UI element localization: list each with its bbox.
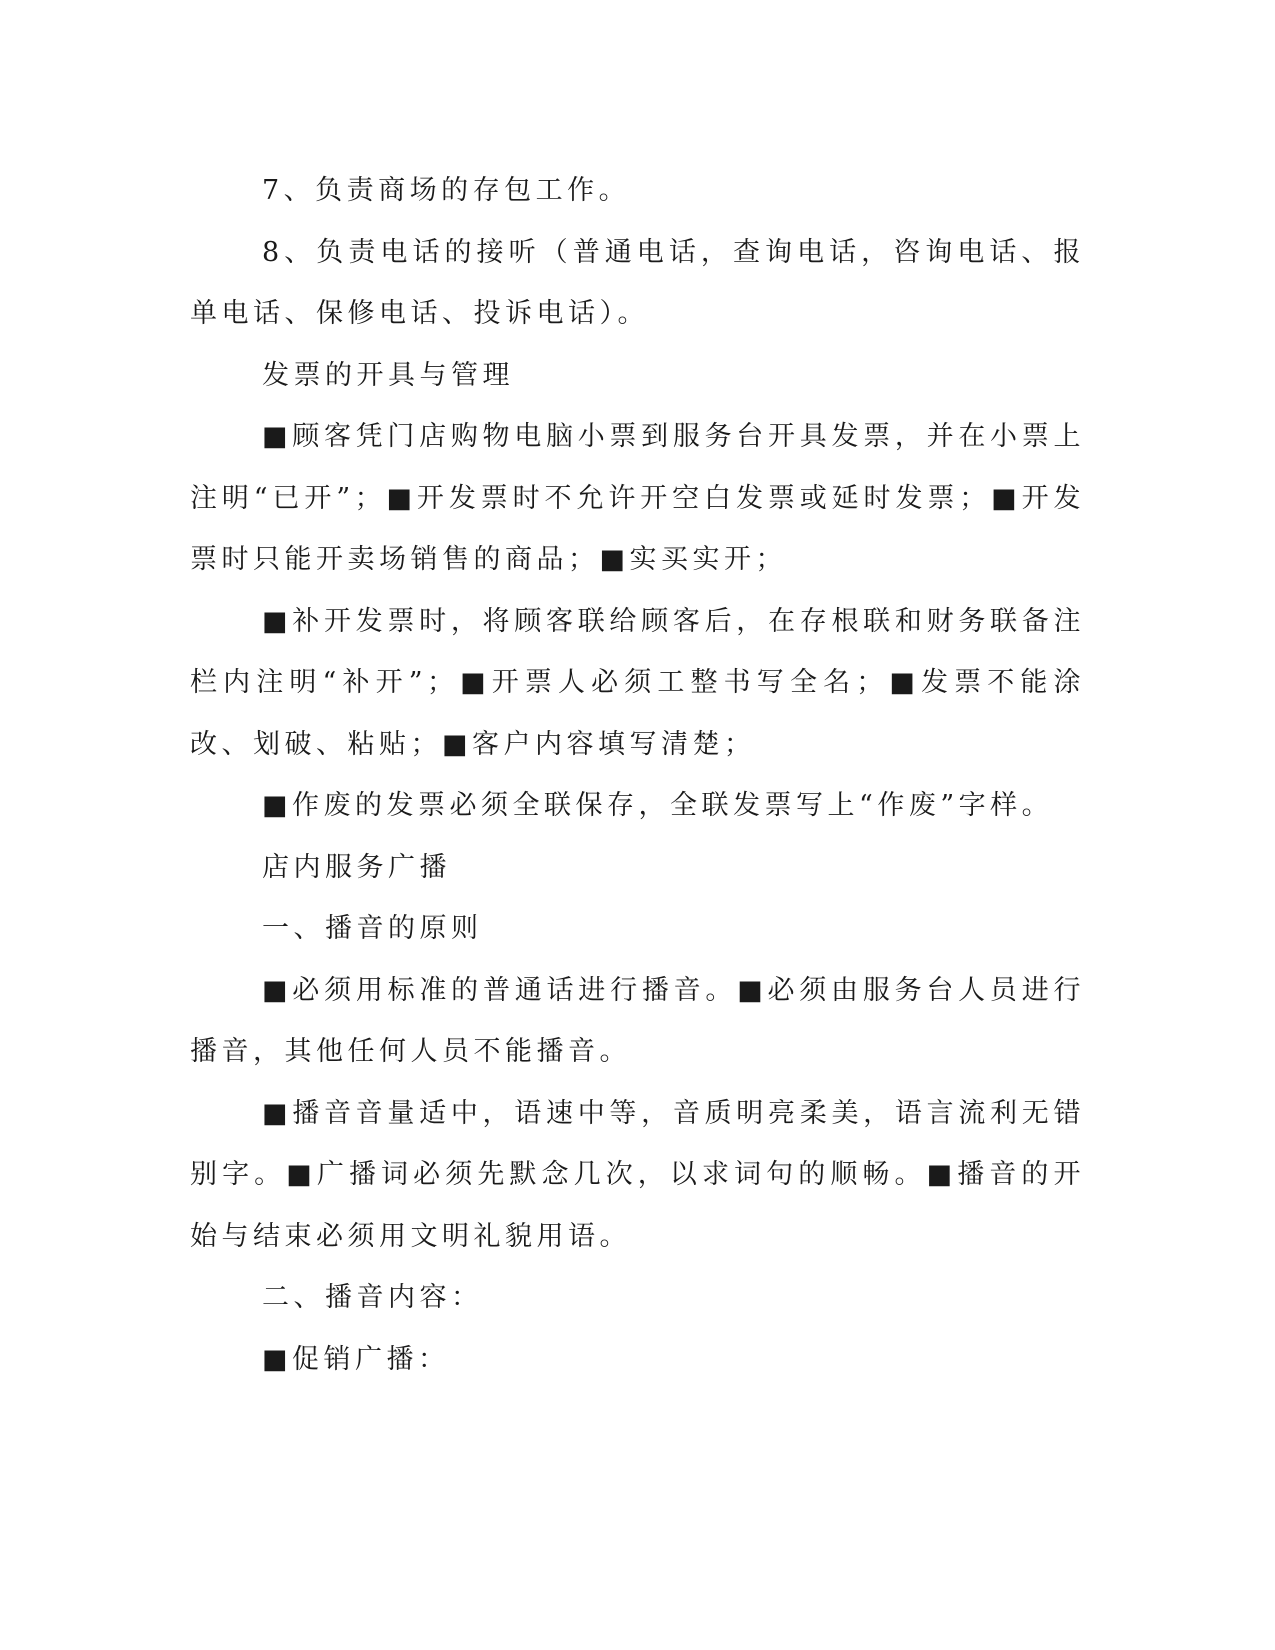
paragraph-item-7: 7、负责商场的存包工作。 <box>262 175 631 206</box>
section-heading-invoice: 发票的开具与管理 <box>262 359 514 391</box>
paragraph-invoice-rules-1: ■顾客凭门店购物电脑小票到服务台开具发票，并在小票上注明“已开”；■开发票时不允许开空白发票或延时发票；■开发票时只能开卖场销售的商品；■实买实开； <box>190 421 1085 575</box>
paragraph-invoice-rules-3: ■作废的发票必须全联保存，全联发票写上“作废”字样。 <box>262 790 1054 821</box>
paragraph-broadcast-principles-2: ■播音音量适中，语速中等，音质明亮柔美，语言流利无错别字。■广播词必须先默念几次，以求词句的顺畅。■播音的开始与结束必须用文明礼貌用语。 <box>190 1097 1085 1252</box>
paragraph-promotion-broadcast: ■促销广播： <box>262 1343 450 1375</box>
document-body <box>190 160 1085 1390</box>
section-heading-broadcast: 店内服务广播 <box>262 851 451 883</box>
paragraph-item-8: 8、负责电话的接听（普通电话，查询电话，咨询电话、报单电话、保修电话、投诉电话）。 <box>190 236 1085 329</box>
subheading-broadcast-principles: 一、播音的原则 <box>262 913 483 944</box>
paragraph-broadcast-principles-1: ■必须用标准的普通话进行播音。■必须由服务台人员进行播音，其他任何人员不能播音。 <box>190 974 1085 1067</box>
subheading-broadcast-content: 二、播音内容： <box>262 1282 483 1313</box>
paragraph-invoice-rules-2: ■补开发票时，将顾客联给顾客后，在存根联和财务联备注栏内注明“补开”；■开票人必须工整书写全名；■发票不能涂改、划破、粘贴；■客户内容填写清楚； <box>190 605 1085 760</box>
